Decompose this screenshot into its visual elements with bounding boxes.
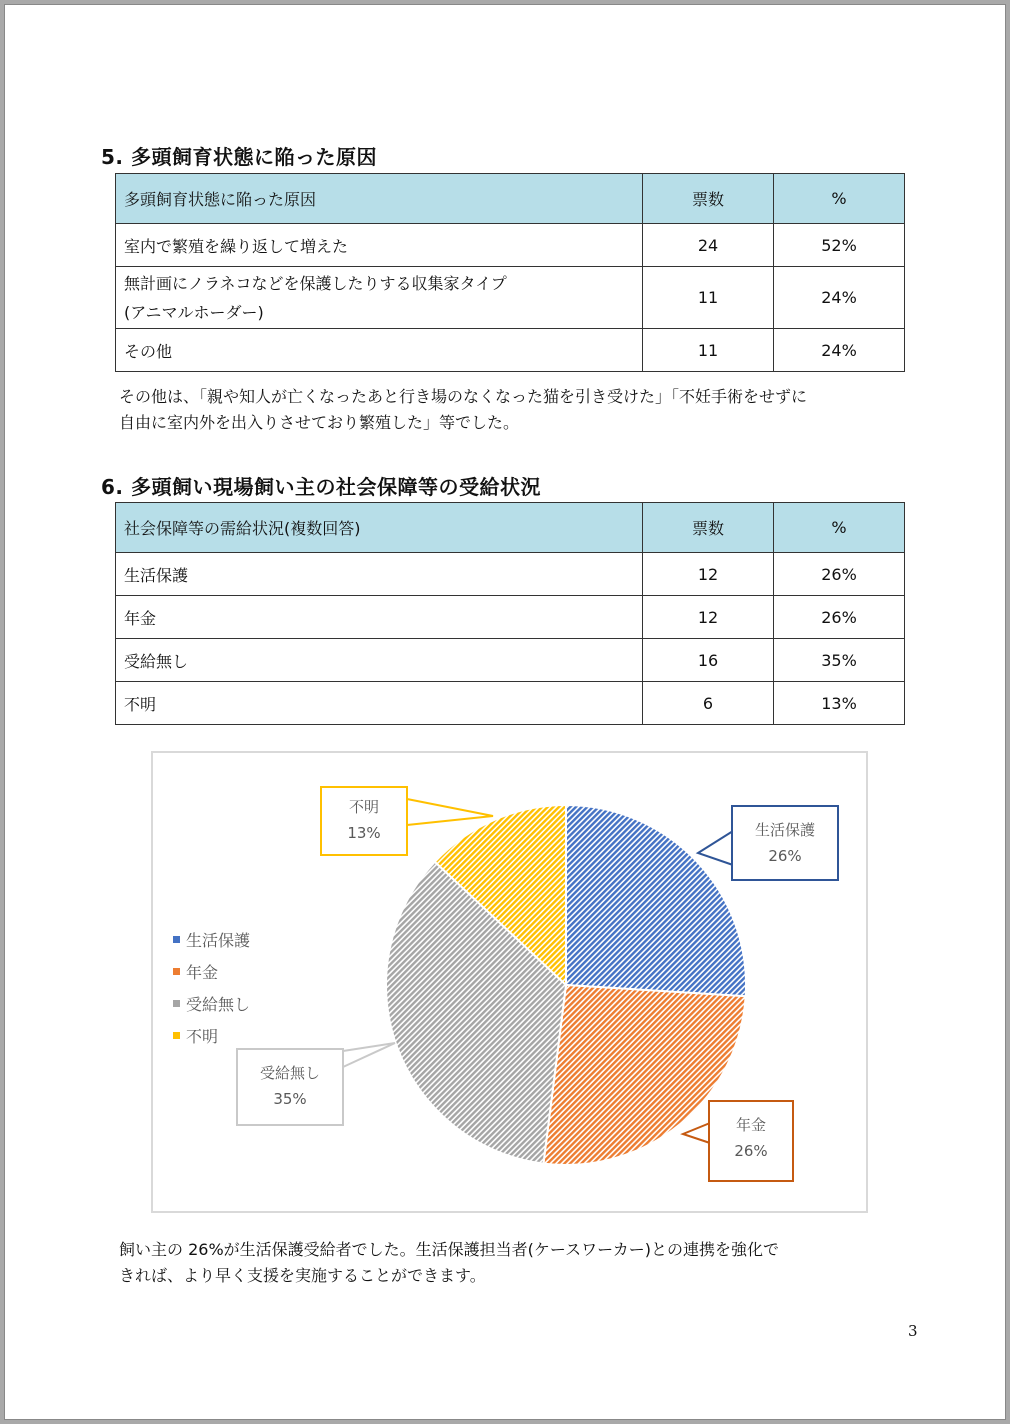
header-count: 票数 — [643, 503, 774, 553]
table-row — [116, 596, 905, 639]
chart-legend — [173, 923, 250, 1051]
section-6-title: 6. 多頭飼い現場飼い主の社会保障等の受給状況 — [101, 475, 541, 499]
legend-swatch — [173, 1032, 180, 1039]
cell-percent: 13% — [774, 682, 905, 725]
benefits-table — [115, 502, 905, 725]
callout-category: 受給無し — [259, 1064, 320, 1082]
legend-swatch — [173, 968, 180, 975]
cell-label: 不明 — [116, 682, 643, 725]
cell-percent: 24% — [774, 267, 905, 329]
legend-label: 不明 — [186, 1026, 219, 1046]
cell-label: 年金 — [116, 596, 643, 639]
callout-value: 13% — [347, 824, 381, 842]
legend-swatch — [173, 1000, 180, 1007]
cell-label: 受給無し — [116, 639, 643, 682]
callout-pointer — [683, 1123, 710, 1143]
data-label-fumei — [320, 786, 408, 856]
document-page — [4, 4, 1006, 1420]
callout-pointer — [698, 831, 733, 865]
legend-item — [173, 987, 250, 1019]
note-line: その他は、「親や知人が亡くなったあと行き場のなくなった猫を引き受けた」「不妊手術をせずに — [119, 387, 808, 406]
section-5-note — [119, 384, 919, 436]
cell-count: 11 — [643, 267, 774, 329]
table-header — [116, 503, 905, 553]
cell-label: その他 — [116, 329, 643, 372]
callout-pointer — [407, 799, 493, 825]
header-percent: % — [774, 503, 905, 553]
callout-value: 26% — [734, 1142, 768, 1160]
callout-category: 不明 — [348, 798, 379, 816]
legend-item — [173, 955, 250, 987]
callout-value: 35% — [273, 1090, 307, 1108]
header-count: 票数 — [643, 174, 774, 224]
cell-percent: 24% — [774, 329, 905, 372]
cell-label: 生活保護 — [116, 553, 643, 596]
pie-chart — [151, 751, 868, 1213]
cell-label-line: (アニマルホーダー) — [124, 302, 264, 322]
callout-category: 年金 — [735, 1116, 766, 1134]
data-label-jukyunashi — [236, 1048, 344, 1126]
header-cause: 多頭飼育状態に陥った原因 — [116, 174, 643, 224]
pie-slice-0 — [566, 805, 746, 996]
data-label-seikatsuhogo — [731, 805, 839, 881]
table-row — [116, 682, 905, 725]
cell-label-line: 無計画にノラネコなどを保護したりする収集家タイプ — [124, 273, 507, 293]
cell-percent: 26% — [774, 553, 905, 596]
cell-count: 16 — [643, 639, 774, 682]
legend-label: 生活保護 — [186, 930, 251, 950]
legend-swatch — [173, 936, 180, 943]
callout-value: 26% — [768, 847, 802, 865]
section-5-title: 5. 多頭飼育状態に陥った原因 — [101, 145, 377, 169]
page-number: 3 — [908, 1322, 918, 1340]
note-line: きれば、より早く支援を実施することができます。 — [119, 1266, 486, 1285]
table-header — [116, 174, 905, 224]
callout-category: 生活保護 — [754, 821, 815, 839]
legend-item — [173, 1019, 250, 1051]
legend-label: 受給無し — [186, 994, 251, 1014]
cell-percent: 52% — [774, 224, 905, 267]
table-row — [116, 267, 905, 329]
table-row — [116, 329, 905, 372]
table-row — [116, 639, 905, 682]
table-row — [116, 553, 905, 596]
cell-count: 12 — [643, 553, 774, 596]
cell-label: 室内で繁殖を繰り返して増えた — [116, 224, 643, 267]
section-6-note — [119, 1237, 919, 1289]
cell-count: 12 — [643, 596, 774, 639]
cell-percent: 35% — [774, 639, 905, 682]
causes-table — [115, 173, 905, 372]
cell-percent: 26% — [774, 596, 905, 639]
cell-count: 6 — [643, 682, 774, 725]
cell-count: 24 — [643, 224, 774, 267]
header-status: 社会保障等の需給状況(複数回答) — [116, 503, 643, 553]
data-label-nenkin — [708, 1100, 794, 1182]
note-line: 自由に室内外を出入りさせており繁殖した」等でした。 — [119, 413, 520, 432]
callout-pointer — [343, 1043, 395, 1067]
legend-item — [173, 923, 250, 955]
header-percent: % — [774, 174, 905, 224]
table-row — [116, 224, 905, 267]
cell-label — [116, 267, 643, 329]
legend-label: 年金 — [186, 962, 219, 982]
note-line: 飼い主の 26%が生活保護受給者でした。生活保護担当者(ケースワーカー)との連携を強化で — [119, 1240, 780, 1259]
cell-count: 11 — [643, 329, 774, 372]
